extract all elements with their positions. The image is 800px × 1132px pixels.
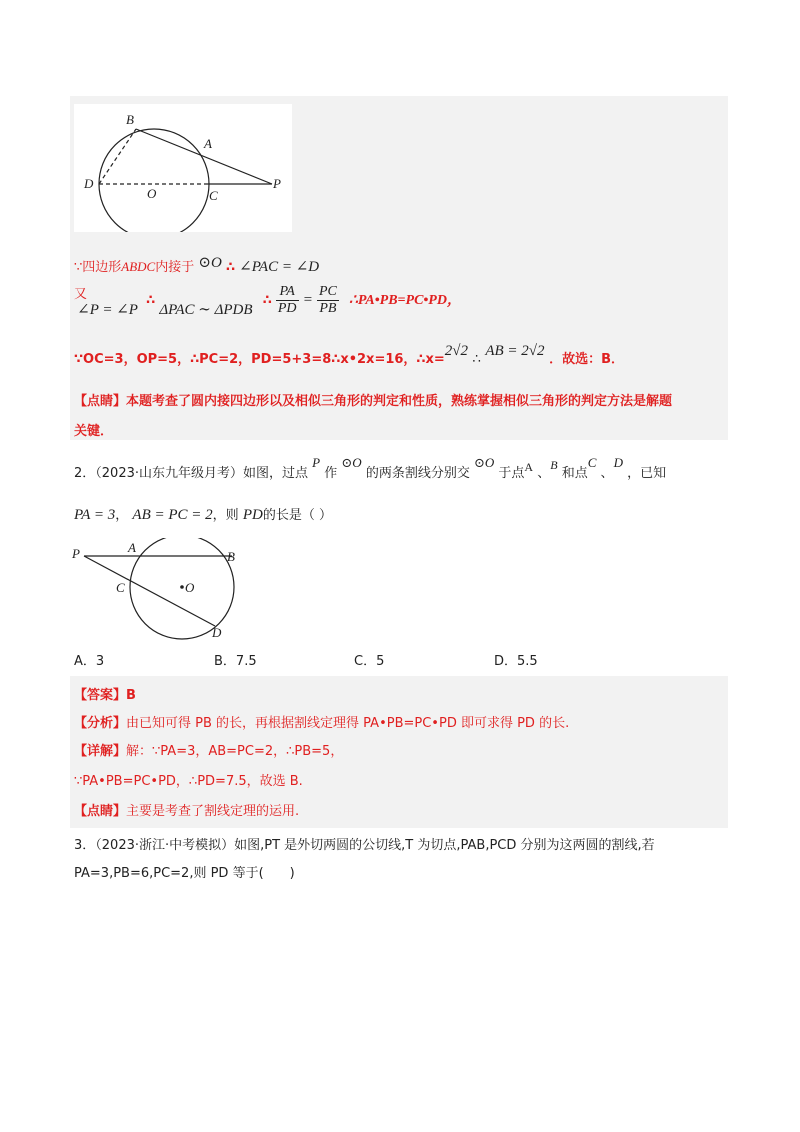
fig2-label-a: A (128, 540, 136, 555)
sol1-comment-tag: 【点睛】 (74, 394, 127, 409)
sol2-comment-text: 主要是考查了割线定理的运用. (126, 804, 300, 819)
sol2-detail-text: 解：∵PA=3，AB=PC=2，∴PB=5， (126, 744, 344, 759)
q2-option-a[interactable] (74, 650, 104, 669)
q2-option-b-label: B．7.5 (214, 654, 257, 669)
sol2-answer (74, 684, 136, 703)
sol2-detail-2 (74, 770, 303, 789)
sol1-line1-therefore: ∴ (225, 260, 235, 275)
fig1-circle (99, 129, 209, 232)
fig2-line-pd (84, 556, 215, 626)
sol1-frac1-den: PD (277, 301, 297, 316)
sol2-detail-text2: ∵PA•PB=PC•PD，∴PD=7.5，故选 B. (74, 774, 303, 789)
q2-zuo: 作 (324, 466, 338, 481)
q2-line2-pd: PD (242, 507, 263, 523)
fig2-label-c: C (116, 580, 125, 595)
figure-2 (70, 538, 250, 642)
sol1-comment-text: 本题考查了圆内接四边形以及相似三角形的判定和性质，熟练掌握相似三角形的判定方法是解题 (126, 394, 673, 409)
q2-circle2: ⊙O (473, 455, 495, 470)
q2-end: ，已知 (627, 466, 667, 481)
q2-b: B (550, 458, 558, 472)
sol2-analysis-tag: 【分析】 (74, 716, 127, 731)
fig2-label-o: O (185, 580, 195, 595)
q3-line2-text: PA=3,PB=6,PC=2,则 PD 等于( ) (74, 866, 295, 881)
figure-2-svg (70, 538, 250, 642)
sol1-frac1-num: PA (276, 284, 299, 301)
q3-line1 (74, 834, 655, 853)
fig1-label-c: C (209, 188, 218, 203)
sol1-comment (74, 390, 672, 409)
sol1-line3-x: 2√2 (444, 343, 468, 359)
q2-line2-pa: PA = 3 (74, 507, 116, 523)
sol2-answer-value: B (126, 688, 136, 703)
fig1-label-b: B (126, 112, 134, 127)
sol1-frac2-num: PC (318, 284, 337, 299)
q2-line2-end: 的长是（ ） (262, 508, 332, 523)
sol2-answer-tag: 【答案】 (74, 688, 127, 703)
fig1-label-d: D (84, 176, 94, 191)
sol2-detail (74, 740, 343, 759)
q2-option-a-label: A．3 (74, 654, 105, 669)
q2-line2-tail: ，则 (212, 508, 239, 523)
q2-circle: ⊙O (341, 455, 362, 470)
sol1-line3-a: ∵OC=3，OP=5，∴PC=2，PD=5+3=8∴x•2x=16，∴x= (74, 352, 445, 367)
figure-1 (74, 104, 292, 232)
fig2-label-p: P (72, 546, 80, 561)
q2-c: C (587, 455, 597, 470)
q2-line1 (74, 455, 667, 481)
sol1-line1-c: 内接于 (155, 260, 195, 275)
sol1-line2-eq1: ∠P = ∠P (77, 302, 138, 318)
sol1-line2-a: 又 (74, 287, 88, 302)
fig1-label-a: A (204, 136, 212, 151)
q2-num: 2．（2023·山东九年级月考）如图，过点 (74, 466, 308, 481)
sol1-line3-therefore: ∴ (472, 352, 481, 367)
q2-sep1: 、 (537, 466, 551, 481)
sol1-line2-sim: ΔPAC ∼ ΔPDB (159, 302, 253, 318)
sol1-line2-therefore1: ∴ (146, 293, 156, 308)
q2-line2-comma: ， (115, 508, 129, 523)
sol2-comment-tag: 【点睛】 (74, 804, 127, 819)
sol2-detail-tag: 【详解】 (74, 744, 127, 759)
q2-hedian: 和点 (561, 466, 588, 481)
q2-yu: 于点 (498, 466, 525, 481)
figure-1-svg (74, 104, 292, 232)
sol1-line1-eq: ∠PAC = ∠D (239, 259, 320, 275)
fig2-center-dot (180, 585, 184, 589)
sol1-line1-a: ∵四边形 (74, 260, 122, 275)
fig1-line-db (99, 129, 136, 184)
sol1-frac2-den: PB (319, 301, 337, 316)
sol1-comment-text2: 关键． (74, 424, 114, 439)
sol1-line2-result: ∴PA•PB=PC•PD， (348, 293, 461, 308)
sol2-analysis (74, 712, 569, 731)
sol2-analysis-text: 由已知可得 PB 的长，再根据割线定理得 PA•PB=PC•PD 即可求得 PD 的长. (126, 716, 570, 731)
sol1-line1 (74, 256, 319, 276)
sol1-line1-circle: ⊙O (198, 255, 222, 271)
sol2-comment (74, 800, 299, 819)
sol1-frac1 (276, 284, 299, 317)
q2-option-b[interactable] (214, 650, 257, 669)
q2-a: A (524, 460, 534, 474)
q2-option-d-label: D．5.5 (494, 654, 538, 669)
q2-mid: 的两条割线分别交 (365, 466, 470, 481)
sol1-frac-eq: = (302, 292, 313, 308)
q2-line2 (74, 504, 332, 524)
q2-sep2: 、 (600, 466, 614, 481)
sol1-line3-end: ．故选：B． (549, 352, 624, 367)
q2-p: P (312, 455, 321, 470)
sol1-line3 (74, 343, 624, 368)
q2-option-c[interactable] (354, 650, 384, 669)
sol1-comment-2 (74, 420, 113, 439)
sol1-line3-ab: AB = 2√2 (485, 343, 545, 359)
fig1-label-p: P (273, 176, 281, 191)
sol1-line2 (74, 284, 461, 317)
q2-line2-ab: AB = PC = 2 (132, 507, 213, 523)
q2-option-d[interactable] (494, 650, 538, 669)
fig1-label-o: O (147, 186, 157, 201)
q3-line1-text: 3．（2023·浙江·中考模拟）如图,PT 是外切两圆的公切线,T 为切点,PAB,PCD 分别为这两圆的割线,若 (74, 838, 655, 853)
fig2-label-d: D (212, 625, 222, 640)
sol1-line1-b: ABDC (121, 259, 156, 274)
sol1-line2-therefore2: ∴ (262, 293, 272, 308)
fig2-label-b: B (227, 549, 235, 564)
sol1-frac2 (317, 284, 339, 317)
q3-line2 (74, 862, 295, 881)
q2-option-c-label: C．5 (354, 654, 385, 669)
q2-d: D (613, 455, 623, 470)
